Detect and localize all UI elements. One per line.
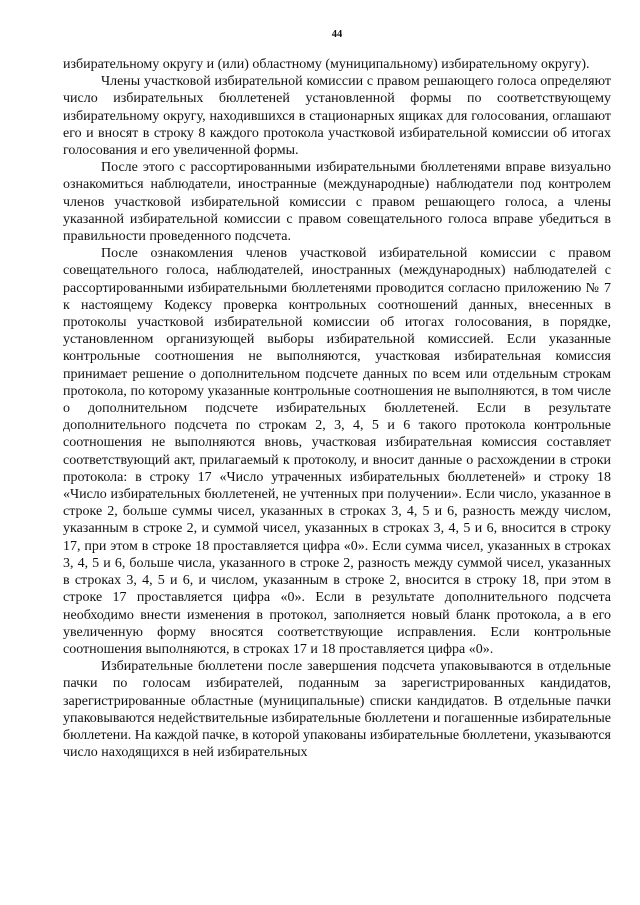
page-number: 44: [331, 29, 343, 40]
paragraph-vote-count: Члены участковой избирательной комиссии с правом решающего голоса определяют число избирательных бюллетеней установленной формы по соответствующему избирательному округу, находившихся в стационарных ящиках для голосования, оглашают его и вносят в строку 8 каждого протокола участковой избирательной комиссии об итогах голосования и его увеличенной формы.: [63, 74, 611, 159]
paragraph-observers-review: После этого с рассортированными избирательными бюллетенями вправе визуально ознакомиться наблюдатели, иностранные (международные) наблюдатели под контролем членов участковой избирательной комиссии с правом решающего голоса, а члены указанной избирательной комиссии с правом совещательного голоса вправе убедиться в правильности проведенного подсчета.: [63, 160, 611, 245]
paragraph-ballot-packing: Избирательные бюллетени после завершения подсчета упаковываются в отдельные пачки по голосам избирателей, поданным за зарегистрированных кандидатов, зарегистрированные областные (муниципальные) списки кандидатов. В отдельные пачки упаковываются недействительные избирательные бюллетени и погашенные избирательные бюллетени. На каждой пачке, в которой упакованы избирательные бюллетени, указываются число находящихся в ней избирательных: [63, 659, 611, 761]
paragraph-continuation: избирательному округу и (или) областному (муниципальному) избирательному округу).: [63, 57, 590, 72]
document-page: [63, 28, 611, 761]
paragraph-control-ratios: После ознакомления членов участковой избирательной комиссии с правом совещательного голоса, наблюдателей, иностранных (международных) наблюдателей с рассортированными избирательными бюллетенями проводится согласно приложению № 7 к настоящему Кодексу проверка контрольных соотношений данных, внесенных в протоколы участковой избирательной комиссии об итогах голосования, в порядке, установленном организующей выборы избирательной комиссией. Если указанные контрольные соотношения не выполняются, участковая избирательная комиссия принимает решение о дополнительном подсчете данных по всем или отдельным строкам протокола, по которому указанные контрольные соотношения не выполняются, в том числе о дополнительном подсчете избирательных бюллетеней. Если в результате дополнительного подсчета по строкам 2, 3, 4, 5 и 6 такого протокола контрольные соотношения не выполняются вновь, участковая избирательная комиссия составляет соответствующий акт, прилагаемый к протоколу, и вносит данные о расхождении в строки протокола: в строку 17 «Число утраченных избирательных бюллетеней» и строку 18 «Число избирательных бюллетеней, не учтенных при получении». Если число, указанное в строке 2, больше суммы чисел, указанных в строках 3, 4, 5 и 6, разность между числом, указанным в строке 2, и суммой чисел, указанных в строках 3, 4, 5 и 6, вносится в строку 17, при этом в строке 18 проставляется цифра «0». Если сумма чисел, указанных в строках 3, 4, 5 и 6, больше числа, указанного в строке 2, разность между суммой чисел, указанных в строках 3, 4, 5 и 6, и числом, указанным в строке 2, вносится в строку 18, при этом в строке 17 проставляется цифра «0». Если в результате дополнительного подсчета необходимо внести изменения в протокол, заполняется новый бланк протокола, а в его увеличенную форму вносятся соответствующие исправления. Если контрольные соотношения выполняются, в строках 17 и 18 проставляется цифра «0».: [63, 246, 611, 657]
